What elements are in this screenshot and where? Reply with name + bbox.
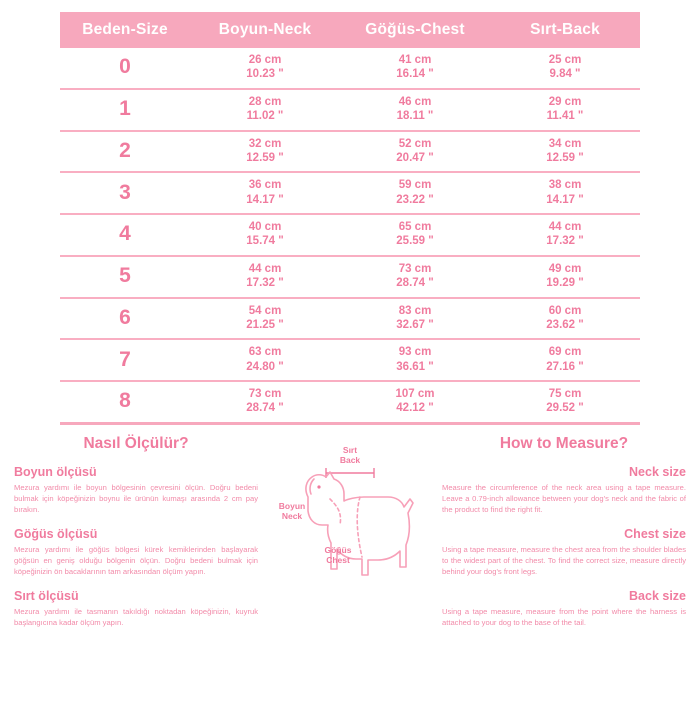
diagram-label-chest-tr: Göğüs [324, 544, 352, 555]
english-neck-block [442, 465, 686, 515]
cell-back-cm: 25 cm [548, 54, 582, 66]
diagram-label-chest [312, 545, 364, 565]
diagram-column [264, 435, 436, 640]
cell-back-in: 9.84 " [549, 68, 581, 81]
cell-neck-cm: 40 cm [248, 221, 282, 233]
cell-back-in: 19.29 " [546, 277, 584, 290]
column-header-neck: Boyun-Neck [190, 12, 340, 48]
cell-back [490, 131, 640, 173]
cell-chest [340, 48, 490, 89]
cell-chest [340, 214, 490, 256]
cell-size: 7 [60, 339, 190, 381]
diagram-label-neck-tr: Boyun [278, 500, 306, 511]
cell-neck [190, 89, 340, 131]
cell-size: 2 [60, 131, 190, 173]
cell-neck-cm: 26 cm [248, 54, 282, 66]
cell-neck [190, 172, 340, 214]
table-row [60, 131, 640, 173]
cell-size: 5 [60, 256, 190, 298]
cell-chest [340, 339, 490, 381]
cell-back-in: 23.62 " [546, 318, 584, 331]
cell-chest [340, 381, 490, 423]
english-neck-title: Neck size [629, 464, 686, 479]
cell-back [490, 298, 640, 340]
cell-chest-in: 36.61 " [396, 360, 434, 373]
cell-neck-in: 28.74 " [246, 402, 284, 415]
english-heading: How to Measure? [499, 434, 629, 452]
cell-chest-in: 20.47 " [396, 151, 434, 164]
cell-back-in: 12.59 " [546, 151, 584, 164]
table-row [60, 256, 640, 298]
cell-back-cm: 29 cm [548, 95, 582, 108]
column-header-chest: Göğüs-Chest [340, 12, 490, 48]
cell-neck-in: 17.32 " [246, 277, 284, 290]
english-neck-body: Measure the circumference of the neck area using a tape measure. Leave a 0.79-inch allowance between your dog's neck and the fabric of the product to find the right fit. [442, 482, 686, 514]
cell-back-cm: 34 cm [548, 137, 582, 150]
cell-neck-in: 21.25 " [246, 318, 284, 331]
cell-neck [190, 48, 340, 89]
turkish-neck-title: Boyun ölçüsü [14, 464, 97, 479]
cell-back-in: 27.16 " [546, 360, 584, 373]
cell-chest-cm: 52 cm [398, 137, 432, 150]
table-row [60, 89, 640, 131]
cell-neck-cm: 63 cm [248, 346, 282, 359]
cell-back [490, 48, 640, 89]
cell-back-in: 17.32 " [546, 235, 584, 248]
cell-chest-cm: 59 cm [398, 179, 432, 192]
cell-neck-in: 10.23 " [246, 68, 284, 81]
cell-chest-cm: 107 cm [395, 388, 435, 400]
cell-chest-in: 25.59 " [396, 235, 434, 248]
cell-back-cm: 38 cm [548, 179, 582, 192]
diagram-label-neck-en: Neck [281, 510, 303, 521]
table-row [60, 214, 640, 256]
english-back-body: Using a tape measure, measure from the point where the harness is attached to your dog to the base of the tail. [442, 606, 686, 627]
cell-neck [190, 339, 340, 381]
size-table [60, 12, 640, 425]
table-row [60, 298, 640, 340]
english-instructions [436, 435, 686, 640]
table-row [60, 48, 640, 89]
cell-neck-in: 14.17 " [246, 193, 284, 206]
cell-back [490, 89, 640, 131]
instructions-section [0, 435, 700, 640]
cell-back-in: 29.52 " [546, 402, 584, 415]
cell-chest [340, 298, 490, 340]
table-header [60, 12, 640, 48]
cell-chest [340, 256, 490, 298]
cell-back-cm: 49 cm [548, 262, 582, 275]
turkish-chest-body: Mezura yardımı ile göğüs bölgesi kürek kemiklerinden başlayarak göğsün en geniş olduğu bölgenin ölçün. Doğru bedeni bulmak için köpeğinizin ön bacaklarının tam arkasından ölçüm yapın. [14, 544, 258, 576]
diagram-label-back [324, 445, 376, 465]
turkish-chest-block [14, 527, 258, 577]
column-header-size: Beden-Size [60, 12, 190, 48]
table-row [60, 381, 640, 423]
cell-neck [190, 381, 340, 423]
turkish-neck-block [14, 465, 258, 515]
cell-chest-cm: 73 cm [398, 262, 432, 275]
cell-back [490, 381, 640, 423]
english-chest-title: Chest size [624, 526, 686, 541]
cell-neck-cm: 73 cm [248, 388, 282, 400]
turkish-chest-title: Göğüs ölçüsü [14, 526, 98, 541]
cell-neck-in: 11.02 " [246, 110, 284, 123]
cell-size: 4 [60, 214, 190, 256]
cell-neck-in: 15.74 " [246, 235, 284, 248]
diagram-label-neck [266, 501, 318, 521]
cell-neck-cm: 32 cm [248, 137, 282, 150]
table-row [60, 339, 640, 381]
cell-chest-in: 18.11 " [396, 110, 434, 123]
cell-chest-cm: 65 cm [398, 221, 432, 233]
cell-chest-cm: 93 cm [398, 346, 432, 359]
cell-chest-in: 28.74 " [396, 277, 434, 290]
dog-measurement-diagram [264, 439, 436, 604]
diagram-label-chest-en: Chest [326, 554, 350, 565]
cell-neck-cm: 36 cm [248, 179, 282, 192]
turkish-back-title: Sırt ölçüsü [14, 588, 79, 603]
english-back-title: Back size [629, 588, 686, 603]
diagram-label-back-en: Back [339, 454, 361, 465]
cell-back-in: 14.17 " [546, 193, 584, 206]
cell-chest-in: 16.14 " [396, 68, 434, 81]
table-header-row [60, 12, 640, 48]
turkish-heading: Nasıl Ölçülür? [83, 434, 189, 452]
cell-back-cm: 75 cm [548, 388, 582, 400]
cell-neck-in: 12.59 " [246, 151, 284, 164]
table-body [60, 48, 640, 423]
english-chest-body: Using a tape measure, measure the chest area from the shoulder blades to the widest part of the chest. To find the correct size, measure directly behind your dog's front legs. [442, 544, 686, 576]
turkish-back-block [14, 589, 258, 628]
cell-chest-cm: 83 cm [398, 304, 432, 317]
cell-chest [340, 172, 490, 214]
cell-size: 6 [60, 298, 190, 340]
cell-neck-in: 24.80 " [246, 360, 284, 373]
cell-neck [190, 256, 340, 298]
cell-chest [340, 131, 490, 173]
english-chest-block [442, 527, 686, 577]
cell-chest [340, 89, 490, 131]
cell-neck [190, 214, 340, 256]
table-row [60, 172, 640, 214]
cell-back-in: 11.41 " [546, 110, 584, 123]
cell-neck [190, 298, 340, 340]
cell-size: 1 [60, 89, 190, 131]
cell-chest-in: 32.67 " [396, 318, 434, 331]
turkish-neck-body: Mezura yardımı ile boyun bölgesinin çevresini ölçün. Doğru bedeni bulmak için köpeğinizin boynu ile ürünün kumaşı arasında 2 cm pay bırakın. [14, 482, 258, 514]
cell-neck-cm: 28 cm [248, 95, 282, 108]
cell-neck [190, 131, 340, 173]
cell-back [490, 256, 640, 298]
cell-chest-in: 42.12 " [396, 402, 434, 415]
cell-back [490, 339, 640, 381]
cell-neck-cm: 54 cm [248, 304, 282, 317]
cell-back [490, 214, 640, 256]
cell-back-cm: 44 cm [548, 221, 582, 233]
turkish-back-body: Mezura yardımı ile tasmanın takıldığı noktadan köpeğinizin, kuyruk başlangıcına kadar ölçüm yapın. [14, 606, 258, 627]
diagram-label-back-tr: Sırt [342, 444, 358, 455]
cell-size: 8 [60, 381, 190, 423]
cell-chest-in: 23.22 " [396, 193, 434, 206]
column-header-back: Sırt-Back [490, 12, 640, 48]
english-back-block [442, 589, 686, 628]
cell-chest-cm: 41 cm [398, 54, 432, 66]
cell-back [490, 172, 640, 214]
size-chart-page [0, 12, 700, 712]
cell-size: 0 [60, 48, 190, 89]
turkish-instructions [14, 435, 264, 640]
cell-back-cm: 69 cm [548, 346, 582, 359]
cell-neck-cm: 44 cm [248, 262, 282, 275]
cell-chest-cm: 46 cm [398, 95, 432, 108]
cell-back-cm: 60 cm [548, 304, 582, 317]
cell-size: 3 [60, 172, 190, 214]
